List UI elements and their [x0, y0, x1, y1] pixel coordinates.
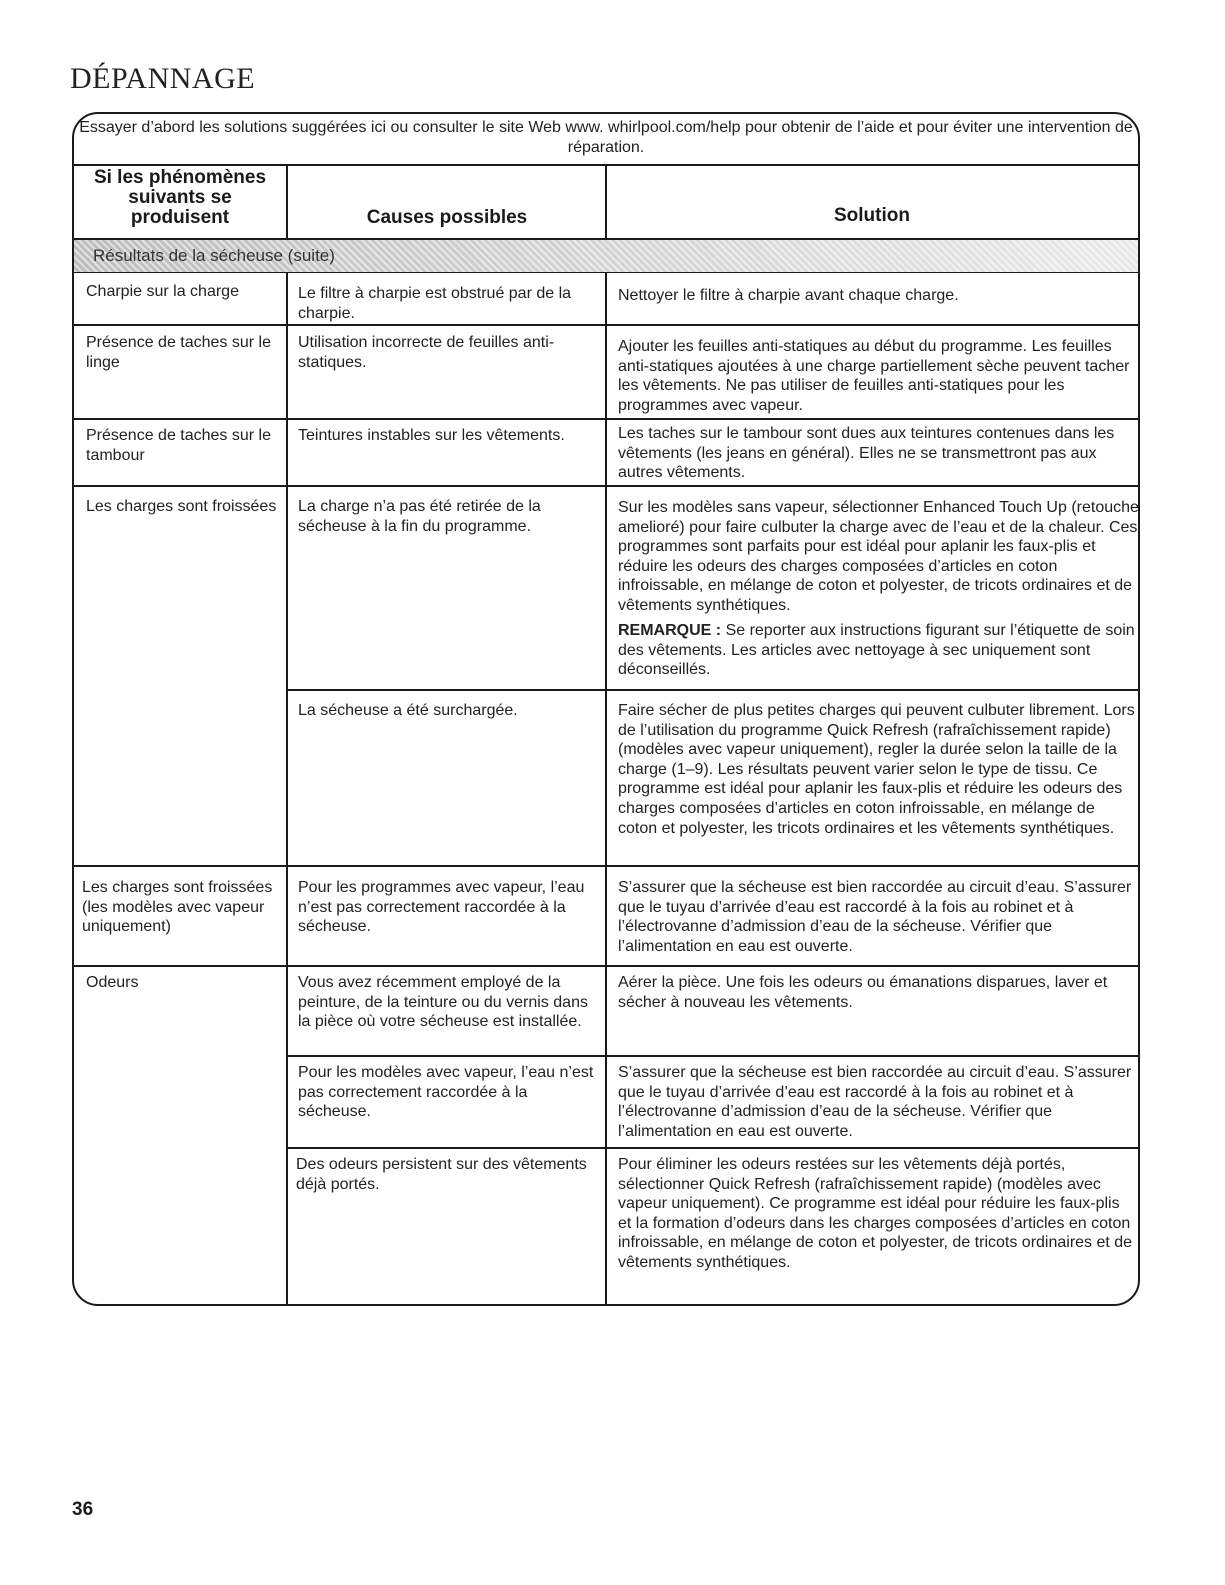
note-label: REMARQUE :: [618, 622, 722, 639]
solution-cell: Les taches sur le tambour sont dues aux teintures contenues dans les vêtements (les jeans en général). Elles ne se transmettront pas aux autres vêtements.: [618, 425, 1115, 482]
cause-cell: Teintures instables sur les vêtements.: [298, 427, 565, 444]
solution-cell: Faire sécher de plus petites charges qui peuvent culbuter librement. Lors de l’utilisation du programme Quick Refresh (rafraîchissement rapide) (modèles avec vapeur uniquement), regler la durée selon la taille de la charge (1–9). Les résultats peuvent varier selon le type de tissu. Ce programme est idéal pour aplanir les faux-plis et réduire les odeurs des charges composées d’articles en coton infroissable, en mélange de coton et polyester, les tricots ordinaires et les vêtements synthétiques.: [618, 702, 1135, 837]
cause-cell: La sécheuse a été surchargée.: [298, 702, 518, 719]
symptom-cell: Les charges sont froissées: [86, 498, 277, 515]
column-divider: [605, 164, 607, 240]
solution-cell: Ajouter les feuilles anti-statiques au début du programme. Les feuilles anti-statiques ajoutées à une charge partiellement sèche peuvent tacher les vêtements. Ne pas utiliser de feuilles anti-statiques pour les programmes avec vapeur.: [618, 338, 1130, 414]
page-title: DÉPANNAGE: [70, 62, 256, 95]
header-solution: Solution: [834, 205, 910, 226]
solution-cell: Aérer la pièce. Une fois les odeurs ou émanations disparues, laver et sécher à nouveau les vêtements.: [618, 974, 1108, 1011]
cause-cell: Pour les modèles avec vapeur, l’eau n’est pas correctement raccordée à la sécheuse.: [298, 1064, 594, 1121]
symptom-cell: Les charges sont froissées (les modèles avec vapeur uniquement): [82, 879, 273, 936]
row-divider: [288, 1147, 1138, 1149]
solution-cell: Nettoyer le filtre à charpie avant chaque charge.: [618, 287, 959, 304]
solution-cell: S’assurer que la sécheuse est bien raccordée au circuit d’eau. S’assurer que le tuyau d’arrivée d’eau est raccordé à la fois au robinet et à l’électrovanne d’admission d’eau de la sécheuse. Vérifier que l’alimentation en eau est ouverte.: [618, 1064, 1132, 1140]
header-symptom: Si les phénomènes suivants se produisent: [93, 167, 267, 228]
cause-cell: Le filtre à charpie est obstrué par de la charpie.: [298, 285, 572, 322]
cause-cell: Vous avez récemment employé de la peinture, de la teinture ou du vernis dans la pièce où votre sécheuse est installée.: [298, 974, 588, 1031]
page-number: 36: [72, 1499, 94, 1520]
row-divider: [288, 689, 1138, 691]
symptom-cell: Odeurs: [86, 974, 139, 991]
column-divider: [286, 271, 288, 1304]
symptom-cell: Charpie sur la charge: [86, 283, 239, 300]
row-divider: [288, 1055, 1138, 1057]
cause-cell: Des odeurs persistent sur des vêtements déjà portés.: [296, 1156, 587, 1193]
solution-cell: S’assurer que la sécheuse est bien raccordée au circuit d’eau. S’assurer que le tuyau d’arrivée d’eau est raccordé à la fois au robinet et à l’électrovanne d’admission d’eau de la sécheuse. Vérifier que l’alimentation en eau est ouverte.: [618, 879, 1132, 955]
solution-cell: Sur les modèles sans vapeur, sélectionner Enhanced Touch Up (retouche amelioré) pour faire culbuter la charge avec de l’eau et de la chaleur. Ces programmes sont parfaits pour est idéal pour aplanir les faux-plis et réduire les odeurs des charges composées d’articles en coton infroissable, en mélange de coton et polyester, de tricots ordinaires et de vêtements synthétiques.: [618, 499, 1139, 614]
note-text: Se reporter aux instructions figurant sur l’étiquette de soin des vêtements. Les articles avec nettoyage à sec uniquement sont déconseillés.: [618, 622, 1135, 679]
column-divider: [286, 164, 288, 240]
symptom-cell: Présence de taches sur le tambour: [86, 427, 271, 464]
section-label: Résultats de la sécheuse (suite): [93, 246, 335, 265]
symptom-cell: Présence de taches sur le linge: [86, 334, 271, 371]
note-cell: [618, 621, 1136, 680]
cause-cell: Utilisation incorrecte de feuilles anti-statiques.: [298, 334, 555, 371]
solution-cell: Pour éliminer les odeurs restées sur les vêtements déjà portés, sélectionner Quick Refresh (rafraîchissement rapide) (modèles avec vapeur uniquement). Ce programme est idéal pour réduire les faux-plis et la formation d’odeurs dans les charges composées d’articles en coton infroissable, en mélange de coton et polyester, de tricots ordinaires et de vêtements synthétiques.: [618, 1156, 1133, 1271]
cause-cell: Pour les programmes avec vapeur, l’eau n’est pas correctement raccordée à la sécheuse.: [298, 879, 585, 936]
column-divider: [605, 271, 607, 1304]
intro-text: Essayer d’abord les solutions suggérées ici ou consulter le site Web www. whirlpool.com/help pour obtenir de l’aide et pour éviter une intervention de réparation.: [79, 119, 1133, 156]
cause-cell: La charge n’a pas été retirée de la sécheuse à la fin du programme.: [298, 498, 541, 535]
header-causes: Causes possibles: [366, 207, 528, 228]
